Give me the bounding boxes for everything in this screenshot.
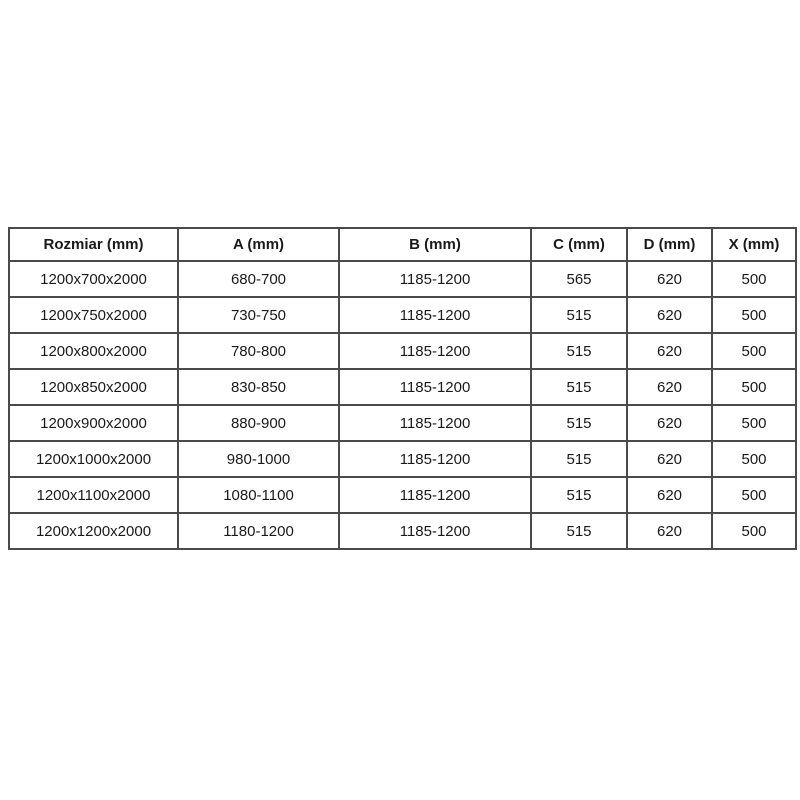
table-cell: 500 xyxy=(712,369,796,405)
table-row xyxy=(9,513,796,549)
header-cell: D (mm) xyxy=(627,228,712,261)
table-cell: 1180-1200 xyxy=(178,513,339,549)
table-cell: 1185-1200 xyxy=(339,297,531,333)
table-cell: 1185-1200 xyxy=(339,513,531,549)
table-cell: 1185-1200 xyxy=(339,477,531,513)
table-cell: 1200x700x2000 xyxy=(9,261,178,297)
table-cell: 1080-1100 xyxy=(178,477,339,513)
table-cell: 515 xyxy=(531,441,627,477)
header-cell: Rozmiar (mm) xyxy=(9,228,178,261)
table-cell: 620 xyxy=(627,405,712,441)
table-cell: 1200x800x2000 xyxy=(9,333,178,369)
table-cell: 620 xyxy=(627,441,712,477)
table-cell: 500 xyxy=(712,297,796,333)
table-cell: 1200x1200x2000 xyxy=(9,513,178,549)
table-cell: 1200x900x2000 xyxy=(9,405,178,441)
table-cell: 1200x850x2000 xyxy=(9,369,178,405)
table-cell: 1200x1000x2000 xyxy=(9,441,178,477)
table-cell: 565 xyxy=(531,261,627,297)
table-cell: 515 xyxy=(531,513,627,549)
table-cell: 500 xyxy=(712,261,796,297)
table-header-row xyxy=(9,228,796,261)
header-cell: A (mm) xyxy=(178,228,339,261)
table-cell: 500 xyxy=(712,333,796,369)
table-cell: 620 xyxy=(627,369,712,405)
table-cell: 515 xyxy=(531,333,627,369)
table-cell: 980-1000 xyxy=(178,441,339,477)
table-cell: 680-700 xyxy=(178,261,339,297)
dimension-table-container xyxy=(8,227,797,550)
table-cell: 500 xyxy=(712,441,796,477)
table-cell: 515 xyxy=(531,369,627,405)
table-cell: 515 xyxy=(531,477,627,513)
header-cell: C (mm) xyxy=(531,228,627,261)
table-cell: 1185-1200 xyxy=(339,333,531,369)
table-cell: 500 xyxy=(712,405,796,441)
table-cell: 780-800 xyxy=(178,333,339,369)
table-row xyxy=(9,333,796,369)
table-cell: 730-750 xyxy=(178,297,339,333)
table-cell: 1185-1200 xyxy=(339,441,531,477)
table-cell: 500 xyxy=(712,477,796,513)
table-cell: 830-850 xyxy=(178,369,339,405)
table-cell: 1185-1200 xyxy=(339,261,531,297)
table-cell: 620 xyxy=(627,477,712,513)
table-cell: 500 xyxy=(712,513,796,549)
table-cell: 1185-1200 xyxy=(339,405,531,441)
table-cell: 515 xyxy=(531,297,627,333)
size-dimension-table xyxy=(8,227,797,550)
table-cell: 880-900 xyxy=(178,405,339,441)
table-cell: 620 xyxy=(627,297,712,333)
table-row xyxy=(9,369,796,405)
table-row xyxy=(9,477,796,513)
table-cell: 620 xyxy=(627,261,712,297)
table-row xyxy=(9,297,796,333)
table-row xyxy=(9,405,796,441)
table-cell: 620 xyxy=(627,513,712,549)
table-cell: 1200x1100x2000 xyxy=(9,477,178,513)
table-row xyxy=(9,261,796,297)
header-cell: X (mm) xyxy=(712,228,796,261)
table-cell: 515 xyxy=(531,405,627,441)
table-cell: 1200x750x2000 xyxy=(9,297,178,333)
header-cell: B (mm) xyxy=(339,228,531,261)
table-cell: 620 xyxy=(627,333,712,369)
table-body xyxy=(9,261,796,549)
table-cell: 1185-1200 xyxy=(339,369,531,405)
table-row xyxy=(9,441,796,477)
